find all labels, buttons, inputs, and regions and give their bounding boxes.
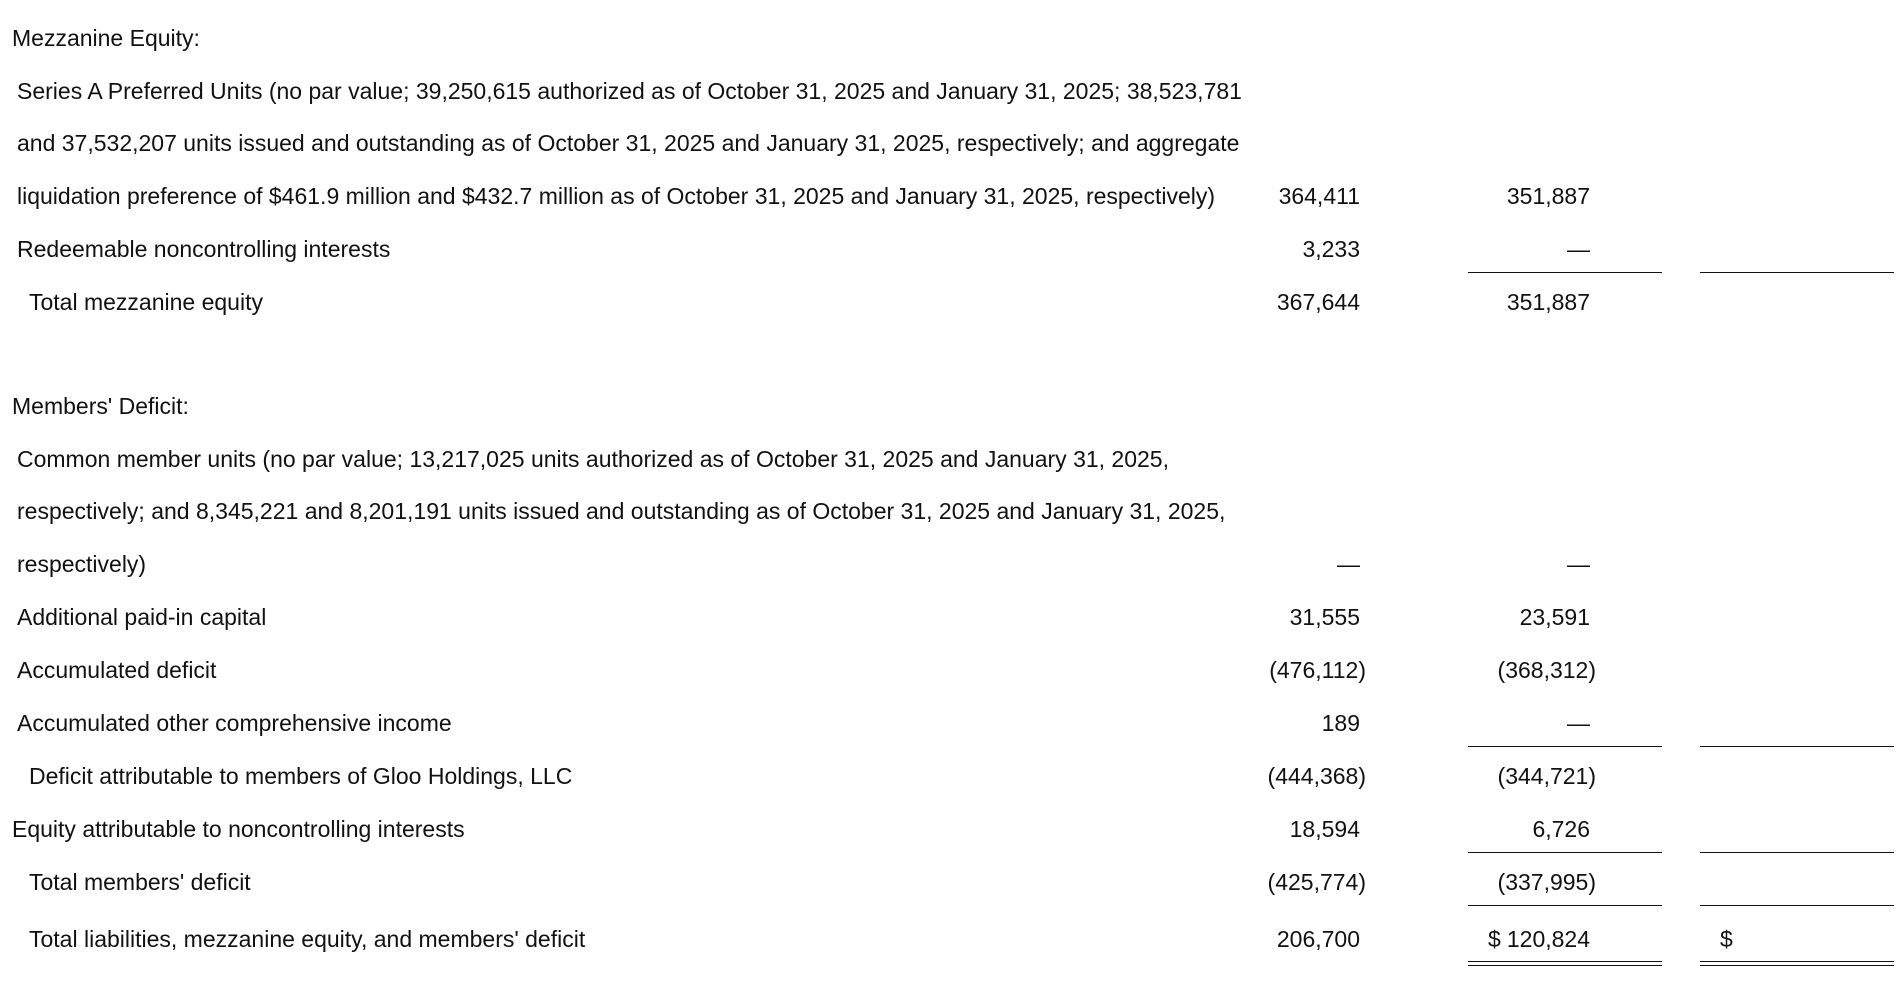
series-a-description-line-3: liquidation preference of $461.9 million and $432.7 million as of October 31, 2025 and January 31, 2025, respectively) — [17, 183, 1216, 209]
total-members-deficit-oct-2025-value: (425,774) — [1267, 869, 1366, 895]
apic-label: Additional paid-in capital — [17, 604, 267, 630]
grand-total-top-rule-oct — [1468, 905, 1662, 906]
aoci-row — [0, 701, 1898, 745]
grand-total-row — [0, 917, 1898, 961]
mezzanine-equity-heading-row — [0, 16, 1898, 60]
apic-jan-2025-value: 23,591 — [1519, 604, 1590, 630]
common-units-description-line-1: Common member units (no par value; 13,217,025 units authorized as of October 31, 2025 and January 31, 2025, — [17, 446, 1169, 472]
redeemable-nci-oct-2025-value: 3,233 — [1302, 236, 1360, 262]
common-units-description-line-2: respectively; and 8,345,221 and 8,201,191 units issued and outstanding as of October 31, 2025 and January 31, 2025, — [17, 498, 1226, 524]
total-members-deficit-label: Total members' deficit — [29, 869, 251, 895]
aoci-jan-2025-value: — — [1567, 710, 1590, 736]
grand-total-label: Total liabilities, mezzanine equity, and members' deficit — [29, 926, 586, 952]
mezzanine-equity-heading: Mezzanine Equity: — [12, 25, 200, 51]
equity-nci-oct-2025-value: 18,594 — [1289, 816, 1360, 842]
series-a-jan-2025-value: 351,887 — [1506, 183, 1590, 209]
grand-total-oct-currency-symbol: $ — [1488, 926, 1501, 952]
equity-nci-row — [0, 807, 1898, 851]
series-a-line-1-row — [0, 69, 1898, 113]
total-mezzanine-equity-oct-2025-value: 367,644 — [1276, 289, 1360, 315]
members-deficit-heading: Members' Deficit: — [12, 393, 189, 419]
series-a-line-3-row — [0, 174, 1898, 218]
deficit-attributable-gloo-oct-2025-value: (444,368) — [1267, 763, 1366, 789]
members-deficit-total-rule-jan — [1700, 852, 1894, 853]
accumulated-deficit-jan-2025-value: (368,312) — [1497, 657, 1596, 683]
common-units-line-2-row — [0, 489, 1898, 533]
accumulated-deficit-oct-2025-value: (476,112) — [1269, 657, 1366, 683]
redeemable-nci-label: Redeemable noncontrolling interests — [17, 236, 391, 262]
series-a-oct-2025-value: 364,411 — [1278, 183, 1360, 209]
redeemable-nci-row — [0, 227, 1898, 271]
total-members-deficit-row — [0, 860, 1898, 904]
grand-total-double-rule-oct — [1468, 961, 1662, 966]
deficit-attributable-gloo-label: Deficit attributable to members of Gloo Holdings, LLC — [29, 763, 573, 789]
total-mezzanine-equity-row — [0, 280, 1898, 324]
accumulated-deficit-row — [0, 648, 1898, 692]
deficit-subtotal-rule-jan — [1700, 746, 1894, 747]
redeemable-nci-jan-2025-value: — — [1567, 236, 1590, 262]
series-a-line-2-row — [0, 121, 1898, 165]
common-units-oct-2025-value: — — [1337, 551, 1360, 577]
mezz-subtotal-rule-oct — [1468, 272, 1662, 273]
series-a-description-line-1: Series A Preferred Units (no par value; 39,250,615 authorized as of October 31, 2025 and January 31, 2025; 38,523,781 — [17, 78, 1242, 104]
members-deficit-heading-row — [0, 384, 1898, 428]
members-deficit-total-rule-oct — [1468, 852, 1662, 853]
common-units-line-1-row — [0, 437, 1898, 481]
common-units-line-3-row — [0, 542, 1898, 586]
equity-nci-jan-2025-value: 6,726 — [1532, 816, 1590, 842]
grand-total-double-rule-jan — [1700, 961, 1894, 966]
equity-nci-label: Equity attributable to noncontrolling interests — [12, 816, 465, 842]
deficit-attributable-gloo-jan-2025-value: (344,721) — [1497, 763, 1596, 789]
deficit-attributable-gloo-row — [0, 754, 1898, 798]
apic-row — [0, 595, 1898, 639]
grand-total-jan-currency-symbol: $ — [1720, 926, 1733, 952]
total-mezzanine-equity-jan-2025-value: 351,887 — [1506, 289, 1590, 315]
aoci-oct-2025-value: 189 — [1321, 710, 1360, 736]
grand-total-jan-2025-value: 120,824 — [1506, 926, 1590, 952]
accumulated-deficit-label: Accumulated deficit — [17, 657, 217, 683]
grand-total-oct-2025-value: 206,700 — [1276, 926, 1360, 952]
aoci-label: Accumulated other comprehensive income — [17, 710, 452, 736]
mezz-subtotal-rule-jan — [1700, 272, 1894, 273]
grand-total-top-rule-jan — [1700, 905, 1894, 906]
common-units-jan-2025-value: — — [1567, 551, 1590, 577]
total-members-deficit-jan-2025-value: (337,995) — [1497, 869, 1596, 895]
total-mezzanine-equity-label: Total mezzanine equity — [29, 289, 263, 315]
deficit-subtotal-rule-oct — [1468, 746, 1662, 747]
series-a-description-line-2: and 37,532,207 units issued and outstanding as of October 31, 2025 and January 31, 2025, respectively; and aggregate — [17, 130, 1240, 156]
apic-oct-2025-value: 31,555 — [1289, 604, 1360, 630]
common-units-description-line-3: respectively) — [17, 551, 147, 577]
